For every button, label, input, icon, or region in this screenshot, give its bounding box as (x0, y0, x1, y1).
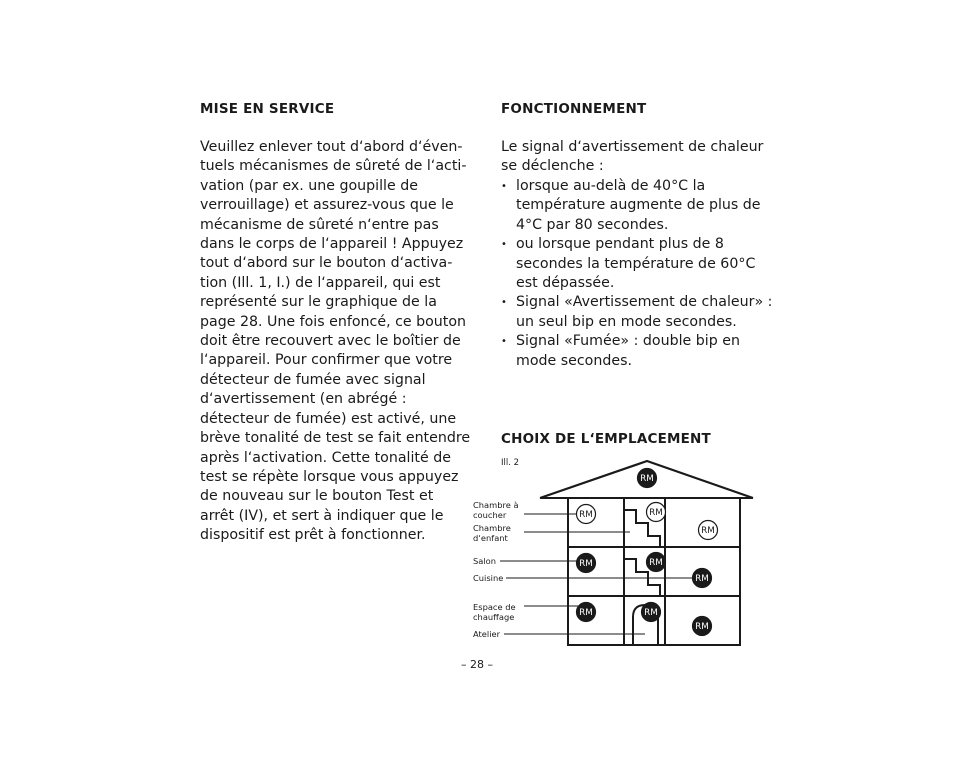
section-heading-fonctionnement: FONCTIONNEMENT (501, 101, 647, 117)
mise-en-service-line: Veuillez enlever tout d‘abord d‘éven- (200, 139, 463, 155)
detector-label: RM (579, 510, 593, 521)
detector-living-room-icon (577, 554, 596, 573)
detector-label: RM (640, 474, 654, 485)
detector-label: RM (649, 558, 663, 569)
room-label-kitchen: Cuisine (473, 573, 504, 583)
room-label-bedroom: Chambre à coucher (473, 500, 519, 520)
bullet-item-line: • Signal «Fumée» : double bip en (516, 333, 740, 350)
mise-en-service-line: d‘avertissement (en abrégé : (200, 391, 407, 408)
mise-en-service-line: dispositif est prêt à fonctionner. (200, 527, 426, 544)
bullet-item (501, 293, 772, 332)
detector-boiler-room-icon (577, 603, 596, 622)
bullet-item (501, 235, 772, 293)
mise-en-service-line: arrêt (IV), et sert à indiquer que le (200, 507, 444, 524)
detector-workshop-icon (693, 617, 712, 636)
bullet-item-line: • lorsque au-delà de 40°C la (516, 178, 706, 194)
mise-en-service-line: page 28. Une fois enfoncé, ce bouton (200, 313, 467, 330)
mise-en-service-line: mécanisme de sûreté n‘entre pas (200, 216, 439, 233)
detector-label: RM (695, 622, 709, 633)
mise-en-service-line: tion (Ill. 1, I.) de l‘appareil, qui est (200, 274, 441, 291)
detector-label: RM (579, 608, 593, 619)
bullet-item-line: mode secondes. (516, 352, 632, 369)
mise-en-service-line: vation (par ex. une goupille de (200, 177, 418, 194)
fonctionnement-intro-line: Le signal d‘avertissement de chaleur (501, 139, 764, 155)
detector-stair-bottom-icon (642, 603, 661, 622)
detector-label: RM (644, 608, 658, 619)
mise-en-service-line: test se répète lorsque vous appuyez (200, 468, 459, 485)
mise-en-service-line: verrouillage) et assurez-vous que le (200, 197, 454, 214)
mise-en-service-line: représenté sur le graphique de la (200, 294, 437, 311)
mise-en-service-line: détecteur de fumée avec signal (200, 371, 426, 388)
detector-label: RM (701, 526, 715, 537)
mise-en-service-line: doit être recouvert avec le boîtier de (200, 333, 461, 350)
fonctionnement-intro (501, 138, 763, 177)
detector-stairwell-icon (647, 553, 666, 572)
detector-bedroom-right-icon (699, 521, 718, 540)
mise-en-service-line: après l‘activation. Cette tonalité de (200, 449, 451, 466)
bullet-item (501, 332, 772, 371)
bullet-item-line: • Signal «Avertissement de chaleur» : (516, 294, 773, 311)
mise-en-service-line: tuels mécanismes de sûreté de l‘acti- (200, 158, 467, 175)
fonctionnement-intro-line: se déclenche : (501, 158, 604, 175)
bullet-item-line: secondes la température de 60°C (516, 255, 756, 272)
page-number: – 28 – (461, 658, 493, 671)
bullet-item-line: un seul bip en mode secondes. (516, 313, 737, 330)
bullet-item-line: • ou lorsque pendant plus de 8 (516, 236, 724, 253)
detector-label: RM (579, 559, 593, 570)
section-heading-mise-en-service: MISE EN SERVICE (200, 101, 335, 117)
detector-label: RM (649, 508, 663, 519)
detector-attic-icon (638, 469, 657, 488)
detector-label: RM (695, 574, 709, 585)
room-label-boiler-room: Espace de chauffage (473, 602, 516, 622)
detector-children-room-icon (647, 503, 666, 522)
mise-en-service-line: détecteur de fumée) est activé, une (200, 410, 457, 427)
bullet-item-line: est dépassée. (516, 275, 615, 292)
figure-label: Ill. 2 (501, 458, 520, 468)
mise-en-service-line: de nouveau sur le bouton Test et (200, 488, 434, 505)
mise-en-service-line: dans le corps de l‘appareil ! Appuyez (200, 236, 464, 253)
detector-kitchen-icon (693, 569, 712, 588)
room-label-workshop: Atelier (473, 629, 501, 639)
mise-en-service-line: tout d‘abord sur le bouton d‘activa- (200, 255, 453, 272)
section-heading-choix-emplacement: CHOIX DE L‘EMPLACEMENT (501, 431, 711, 447)
room-label-living-room: Salon (473, 556, 496, 566)
mise-en-service-line: brève tonalité de test se fait entendre (200, 430, 471, 447)
fonctionnement-bullet-list (501, 177, 772, 371)
bullet-item-line: 4°C par 80 secondes. (516, 216, 669, 233)
detector-bedroom-icon (577, 505, 596, 524)
bullet-item-line: température augmente de plus de (516, 197, 761, 214)
room-label-children-room: Chambre d‘enfant (473, 523, 511, 543)
house-diagram (470, 455, 760, 650)
mise-en-service-paragraph (200, 138, 470, 546)
bullet-item (501, 177, 772, 235)
mise-en-service-line: l‘appareil. Pour confirmer que votre (200, 352, 453, 369)
